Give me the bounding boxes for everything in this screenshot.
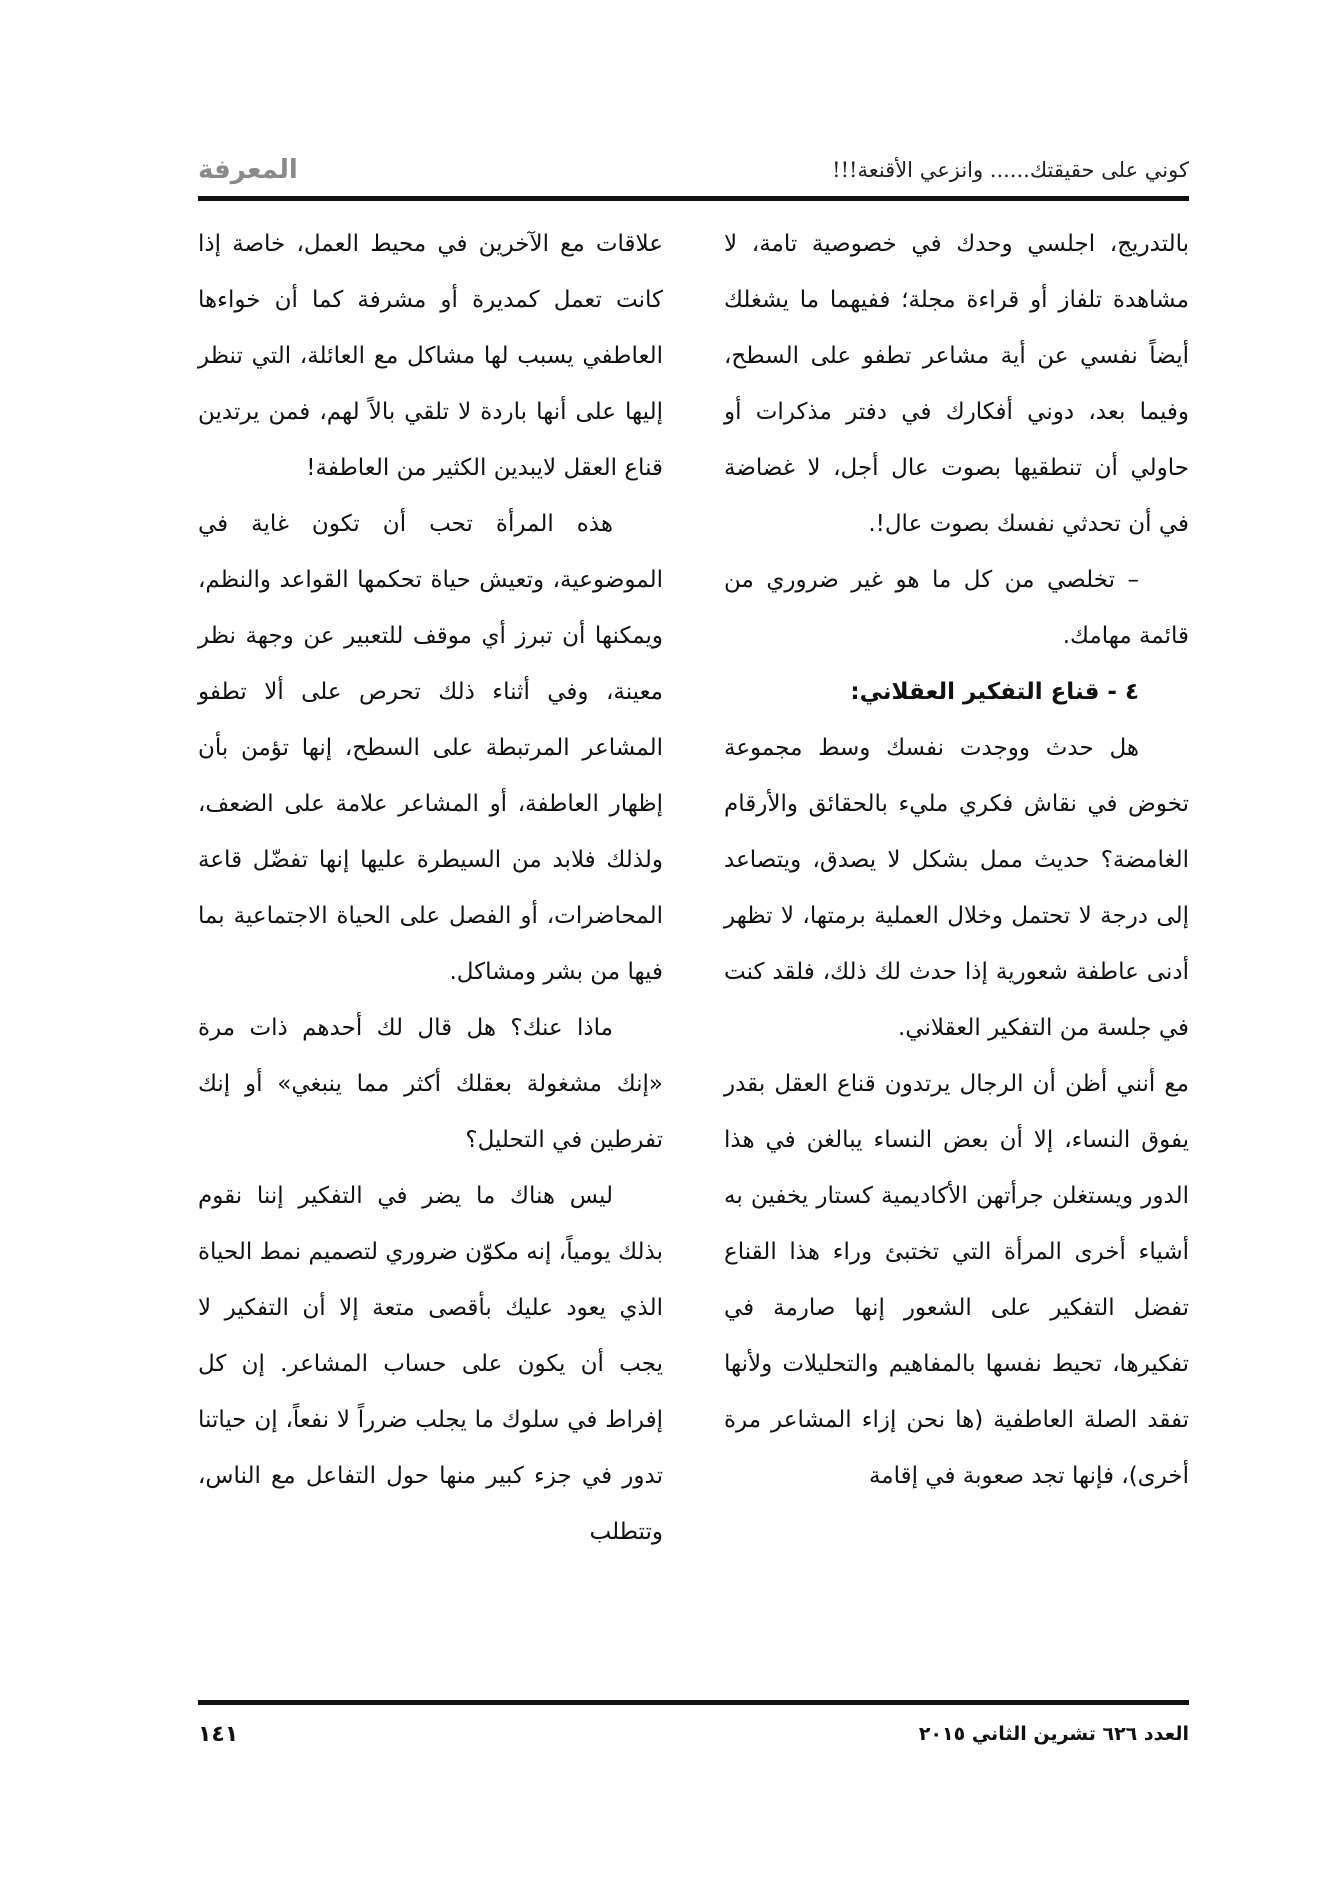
left-paragraph-4: ليس هناك ما يضر في التفكير إننا نقوم بذلك يومياً، إنه مكوّن ضروري لتصميم نمط الحياة الذي يعود عليك بأقصى متعة إلا أن التفكير لا يجب أن يكون على حساب المشاعر. إن كل إفراط في سلوك ما يجلب ضرراً لا نفعاً، إن حياتنا تدور في جزء كبير منها حول التفاعل مع الناس، وتتطلب: [198, 1183, 663, 1545]
magazine-logo: المعرفة: [198, 155, 298, 185]
right-paragraph-4: مع أنني أظن أن الرجال يرتدون قناع العقل بقدر يفوق النساء، إلا أن بعض النساء يبالغن في هذا الدور ويستغلن جرأتهن الأكاديمية كستار يخفين به أشياء أخرى المرأة التي تختبئ وراء هذا القناع تفضل التفكير على الشعور إنها صارمة في تفكيرها، تحيط نفسها بالمفاهيم والتحليلات ولأنها تفقد الصلة العاطفية (ها نحن إزاء المشاعر مرة أخرى)، فإنها تجد صعوبة في إقامة: [724, 1071, 1189, 1489]
left-paragraph-2: هذه المرأة تحب أن تكون غاية في الموضوعية، وتعيش حياة تحكمها القواعد والنظم، ويمكنها أن تبرز أي موقف للتعبير عن وجهة نظر معينة، وفي أثناء ذلك تحرص على ألا تطفو المشاعر المرتبطة على السطح، إنها تؤمن بأن إظهار العاطفة، أو المشاعر علامة على الضعف، ولذلك فلابد من السيطرة عليها إنها تفضّل قاعة المحاضرات، أو الفصل على الحياة الاجتماعية بما فيها من بشر ومشاكل.: [198, 511, 663, 985]
right-paragraph-2: – تخلصي من كل ما هو غير ضروري من قائمة مهامك.: [724, 567, 1189, 649]
left-column: [198, 216, 663, 1560]
page-footer: [198, 1716, 1189, 1752]
right-paragraph-3: هل حدث ووجدت نفسك وسط مجموعة تخوض في نقاش فكري مليء بالحقائق والأرقام الغامضة؟ حديث ممل بشكل لا يصدق، ويتصاعد إلى درجة لا تحتمل وخلال العملية برمتها، لا تظهر أدنى عاطفة شعورية إذا حدث لك ذلك، فلقد كنت في جلسة من التفكير العقلاني.: [724, 735, 1189, 1041]
right-paragraph-1: بالتدريج، اجلسي وحدك في خصوصية تامة، لا مشاهدة تلفاز أو قراءة مجلة؛ ففيهما ما يشغلك أيضاً نفسي عن أية مشاعر تطفو على السطح، وفيما بعد، دوني أفكارك في دفتر مذكرات أو حاولي أن تنطقيها بصوت عال أجل، لا غضاضة في أن تحدثي نفسك بصوت عال!.: [724, 231, 1189, 537]
page-header: [198, 152, 1189, 188]
page-number: ١٤١: [198, 1721, 239, 1747]
header-rule: [198, 196, 1189, 201]
left-paragraph-1: علاقات مع الآخرين في محيط العمل، خاصة إذا كانت تعمل كمديرة أو مشرفة كما أن خواءها العاطفي يسبب لها مشاكل مع العائلة، التي تنظر إليها على أنها باردة لا تلقي بالاً لهم، فمن يرتدين قناع العقل لايبدين الكثير من العاطفة!: [198, 231, 663, 481]
right-column: [724, 216, 1189, 1504]
issue-info: العدد ٦٢٦ تشرين الثاني ٢٠١٥: [918, 1723, 1189, 1745]
section-heading: ٤ - قناع التفكير العقلاني:: [850, 679, 1139, 705]
left-paragraph-3: ماذا عنك؟ هل قال لك أحدهم ذات مرة «إنك مشغولة بعقلك أكثر مما ينبغي» أو إنك تفرطين في التحليل؟: [198, 1015, 663, 1153]
running-title: كوني على حقيقتك...... وانزعي الأقنعة!!!: [832, 158, 1189, 182]
footer-rule: [198, 1700, 1189, 1705]
